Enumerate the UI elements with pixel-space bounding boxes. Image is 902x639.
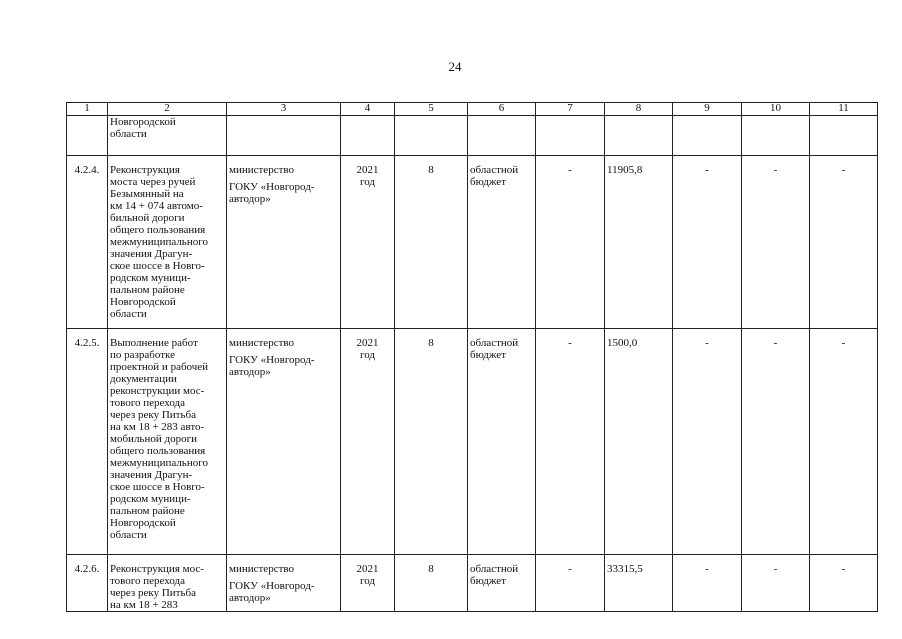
cell-number: 4.2.6. — [67, 555, 108, 612]
cell-value: - — [536, 555, 605, 612]
responsible-ministry: министерство — [229, 164, 295, 176]
cell-value: - — [810, 156, 878, 329]
cell-empty — [395, 116, 468, 156]
cell-name: Выполнение работ по разработке проектной и рабочей документации реконструкции мос- тового перехода через реку Питьба на км 18 + 283 авто- мобильной дороги общего пользования межмуниципального значения Драгун- ское шоссе в Новго- родском муници- пальном районе Новгородской области — [108, 329, 227, 555]
cell-value: 33315,5 — [605, 555, 673, 612]
cell-value: - — [742, 555, 810, 612]
continuation-row — [67, 116, 878, 156]
cell-value: - — [536, 156, 605, 329]
cell-responsible — [227, 555, 341, 612]
cell-name: Новгородской области — [108, 116, 227, 156]
header-cell: 4 — [341, 103, 395, 116]
cell-value: 11905,8 — [605, 156, 673, 329]
table-row — [67, 156, 878, 329]
cell-target: 8 — [395, 555, 468, 612]
header-cell: 2 — [108, 103, 227, 116]
cell-empty — [227, 116, 341, 156]
cell-empty — [67, 116, 108, 156]
cell-empty — [742, 116, 810, 156]
header-cell: 8 — [605, 103, 673, 116]
responsible-agency: ГОКУ «Новгород- автодор» — [229, 354, 315, 378]
program-table — [66, 102, 878, 612]
header-cell: 7 — [536, 103, 605, 116]
cell-value: - — [673, 555, 742, 612]
header-cell: 6 — [468, 103, 536, 116]
header-cell: 5 — [395, 103, 468, 116]
cell-empty — [536, 116, 605, 156]
cell-name: Реконструкция моста через ручей Безымянный на км 14 + 074 автомо- бильной дороги общего пользования межмуниципального значения Драгун- ское шоссе в Новго- родском муници- пальном районе Новгородской области — [108, 156, 227, 329]
responsible-ministry: министерство — [229, 337, 295, 349]
cell-value: - — [673, 156, 742, 329]
cell-name: Реконструкция мос- тового перехода через реку Питьба на км 18 + 283 — [108, 555, 227, 612]
header-cell: 3 — [227, 103, 341, 116]
cell-empty — [341, 116, 395, 156]
cell-responsible — [227, 156, 341, 329]
cell-year: 2021 год — [341, 329, 395, 555]
table-row — [67, 555, 878, 612]
cell-value: - — [536, 329, 605, 555]
cell-value: - — [810, 555, 878, 612]
header-cell: 9 — [673, 103, 742, 116]
cell-target: 8 — [395, 156, 468, 329]
cell-value: - — [742, 329, 810, 555]
page-number: 24 — [448, 59, 462, 74]
cell-source: областной бюджет — [468, 555, 536, 612]
cell-number: 4.2.5. — [67, 329, 108, 555]
cell-source: областной бюджет — [468, 329, 536, 555]
responsible-agency: ГОКУ «Новгород- автодор» — [229, 580, 315, 604]
cell-source: областной бюджет — [468, 156, 536, 329]
cell-value: - — [742, 156, 810, 329]
cell-value: - — [673, 329, 742, 555]
cell-year: 2021 год — [341, 156, 395, 329]
cell-empty — [810, 116, 878, 156]
cell-value: 1500,0 — [605, 329, 673, 555]
responsible-agency: ГОКУ «Новгород- автодор» — [229, 181, 315, 205]
cell-empty — [673, 116, 742, 156]
header-row — [67, 103, 878, 116]
table-row — [67, 329, 878, 555]
header-cell: 10 — [742, 103, 810, 116]
cell-responsible — [227, 329, 341, 555]
header-cell: 1 — [67, 103, 108, 116]
header-cell: 11 — [810, 103, 878, 116]
cell-empty — [468, 116, 536, 156]
cell-target: 8 — [395, 329, 468, 555]
cell-empty — [605, 116, 673, 156]
cell-year: 2021 год — [341, 555, 395, 612]
cell-number: 4.2.4. — [67, 156, 108, 329]
cell-value: - — [810, 329, 878, 555]
responsible-ministry: министерство — [229, 563, 295, 575]
